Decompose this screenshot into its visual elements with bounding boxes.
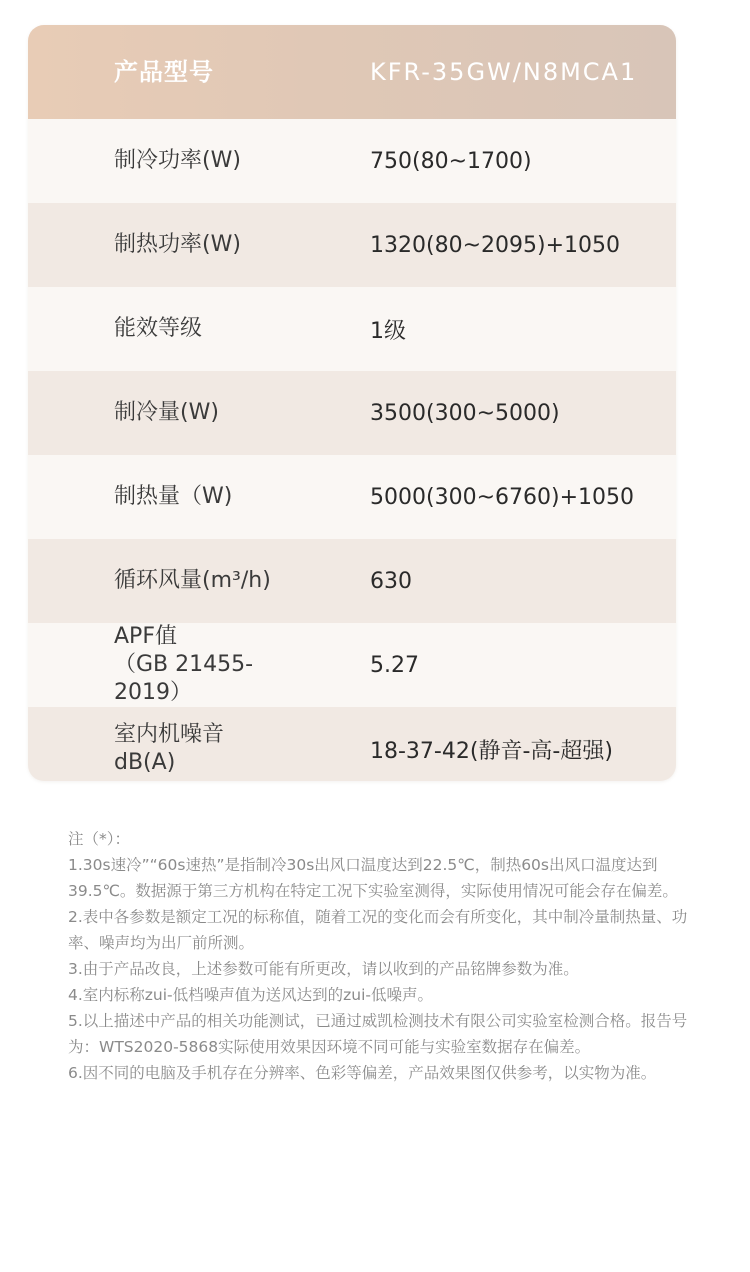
row-label: 能效等级 <box>114 316 203 341</box>
row-value: 750(80~1700) <box>370 148 532 174</box>
note-item: 6.因不同的电脑及手机存在分辨率、色彩等偏差，产品效果图仅供参考，以实物为准。 <box>68 1064 657 1082</box>
row-value: 1320(80~2095)+1050 <box>370 232 620 258</box>
row-label: 室内机噪音dB(A) <box>114 722 225 775</box>
notes-title: 注（*）： <box>68 830 131 848</box>
row-label: 制冷功率(W) <box>114 148 241 173</box>
spec-row-cooling-capacity <box>28 371 676 455</box>
row-value: 18-37-42(静音-高-超强) <box>370 738 613 764</box>
row-value: 3500(300~5000) <box>370 400 560 426</box>
spec-row-airflow <box>28 539 676 623</box>
row-label: 制热量（W) <box>114 484 233 509</box>
row-value: 5.27 <box>370 652 419 678</box>
spec-row-cooling-power <box>28 119 676 203</box>
note-item: 2.表中各参数是额定工况的标称值，随着工况的变化而会有所变化，其中制冷量制热量、功率、噪声均为出厂前所测。 <box>68 908 688 952</box>
spec-table <box>28 25 676 781</box>
spec-table-header <box>28 25 676 119</box>
row-value: 630 <box>370 568 412 594</box>
spec-row-heating-capacity <box>28 455 676 539</box>
apf-label: APF值 <box>114 624 177 649</box>
spec-row-apf <box>28 623 676 707</box>
header-model-value: KFR-35GW/N8MCA1 <box>370 58 638 86</box>
row-value: 5000(300~6760)+1050 <box>370 484 634 510</box>
note-item: 4.室内标称zui-低档噪声值为送风达到的zui-低噪声。 <box>68 986 434 1004</box>
note-item: 1.30s速冷”“60s速热”是指制冷30s出风口温度达到22.5℃，制热60s出风口温度达到39.5℃。数据源于第三方机构在特定工况下实验室测得，实际使用情况可能会存在偏差。 <box>68 856 678 900</box>
footnotes <box>68 826 698 1086</box>
row-label <box>28 623 284 707</box>
apf-standard: （GB 21455-2019） <box>114 652 254 705</box>
row-label: 制冷量(W) <box>114 400 219 425</box>
row-label: 循环风量(m³/h) <box>114 568 271 593</box>
note-item: 5.以上描述中产品的相关功能测试，已通过威凯检测技术有限公司实验室检测合格。报告号为：WTS2020-5868实际使用效果因环境不同可能与实验室数据存在偏差。 <box>68 1012 688 1056</box>
row-value: 1级 <box>370 318 406 344</box>
header-label: 产品型号 <box>114 58 214 86</box>
spec-row-indoor-noise <box>28 707 676 781</box>
note-item: 3.由于产品改良，上述参数可能有所更改，请以收到的产品铭牌参数为准。 <box>68 960 579 978</box>
row-label: 制热功率(W) <box>114 232 241 257</box>
spec-row-heating-power <box>28 203 676 287</box>
spec-row-energy-grade <box>28 287 676 371</box>
